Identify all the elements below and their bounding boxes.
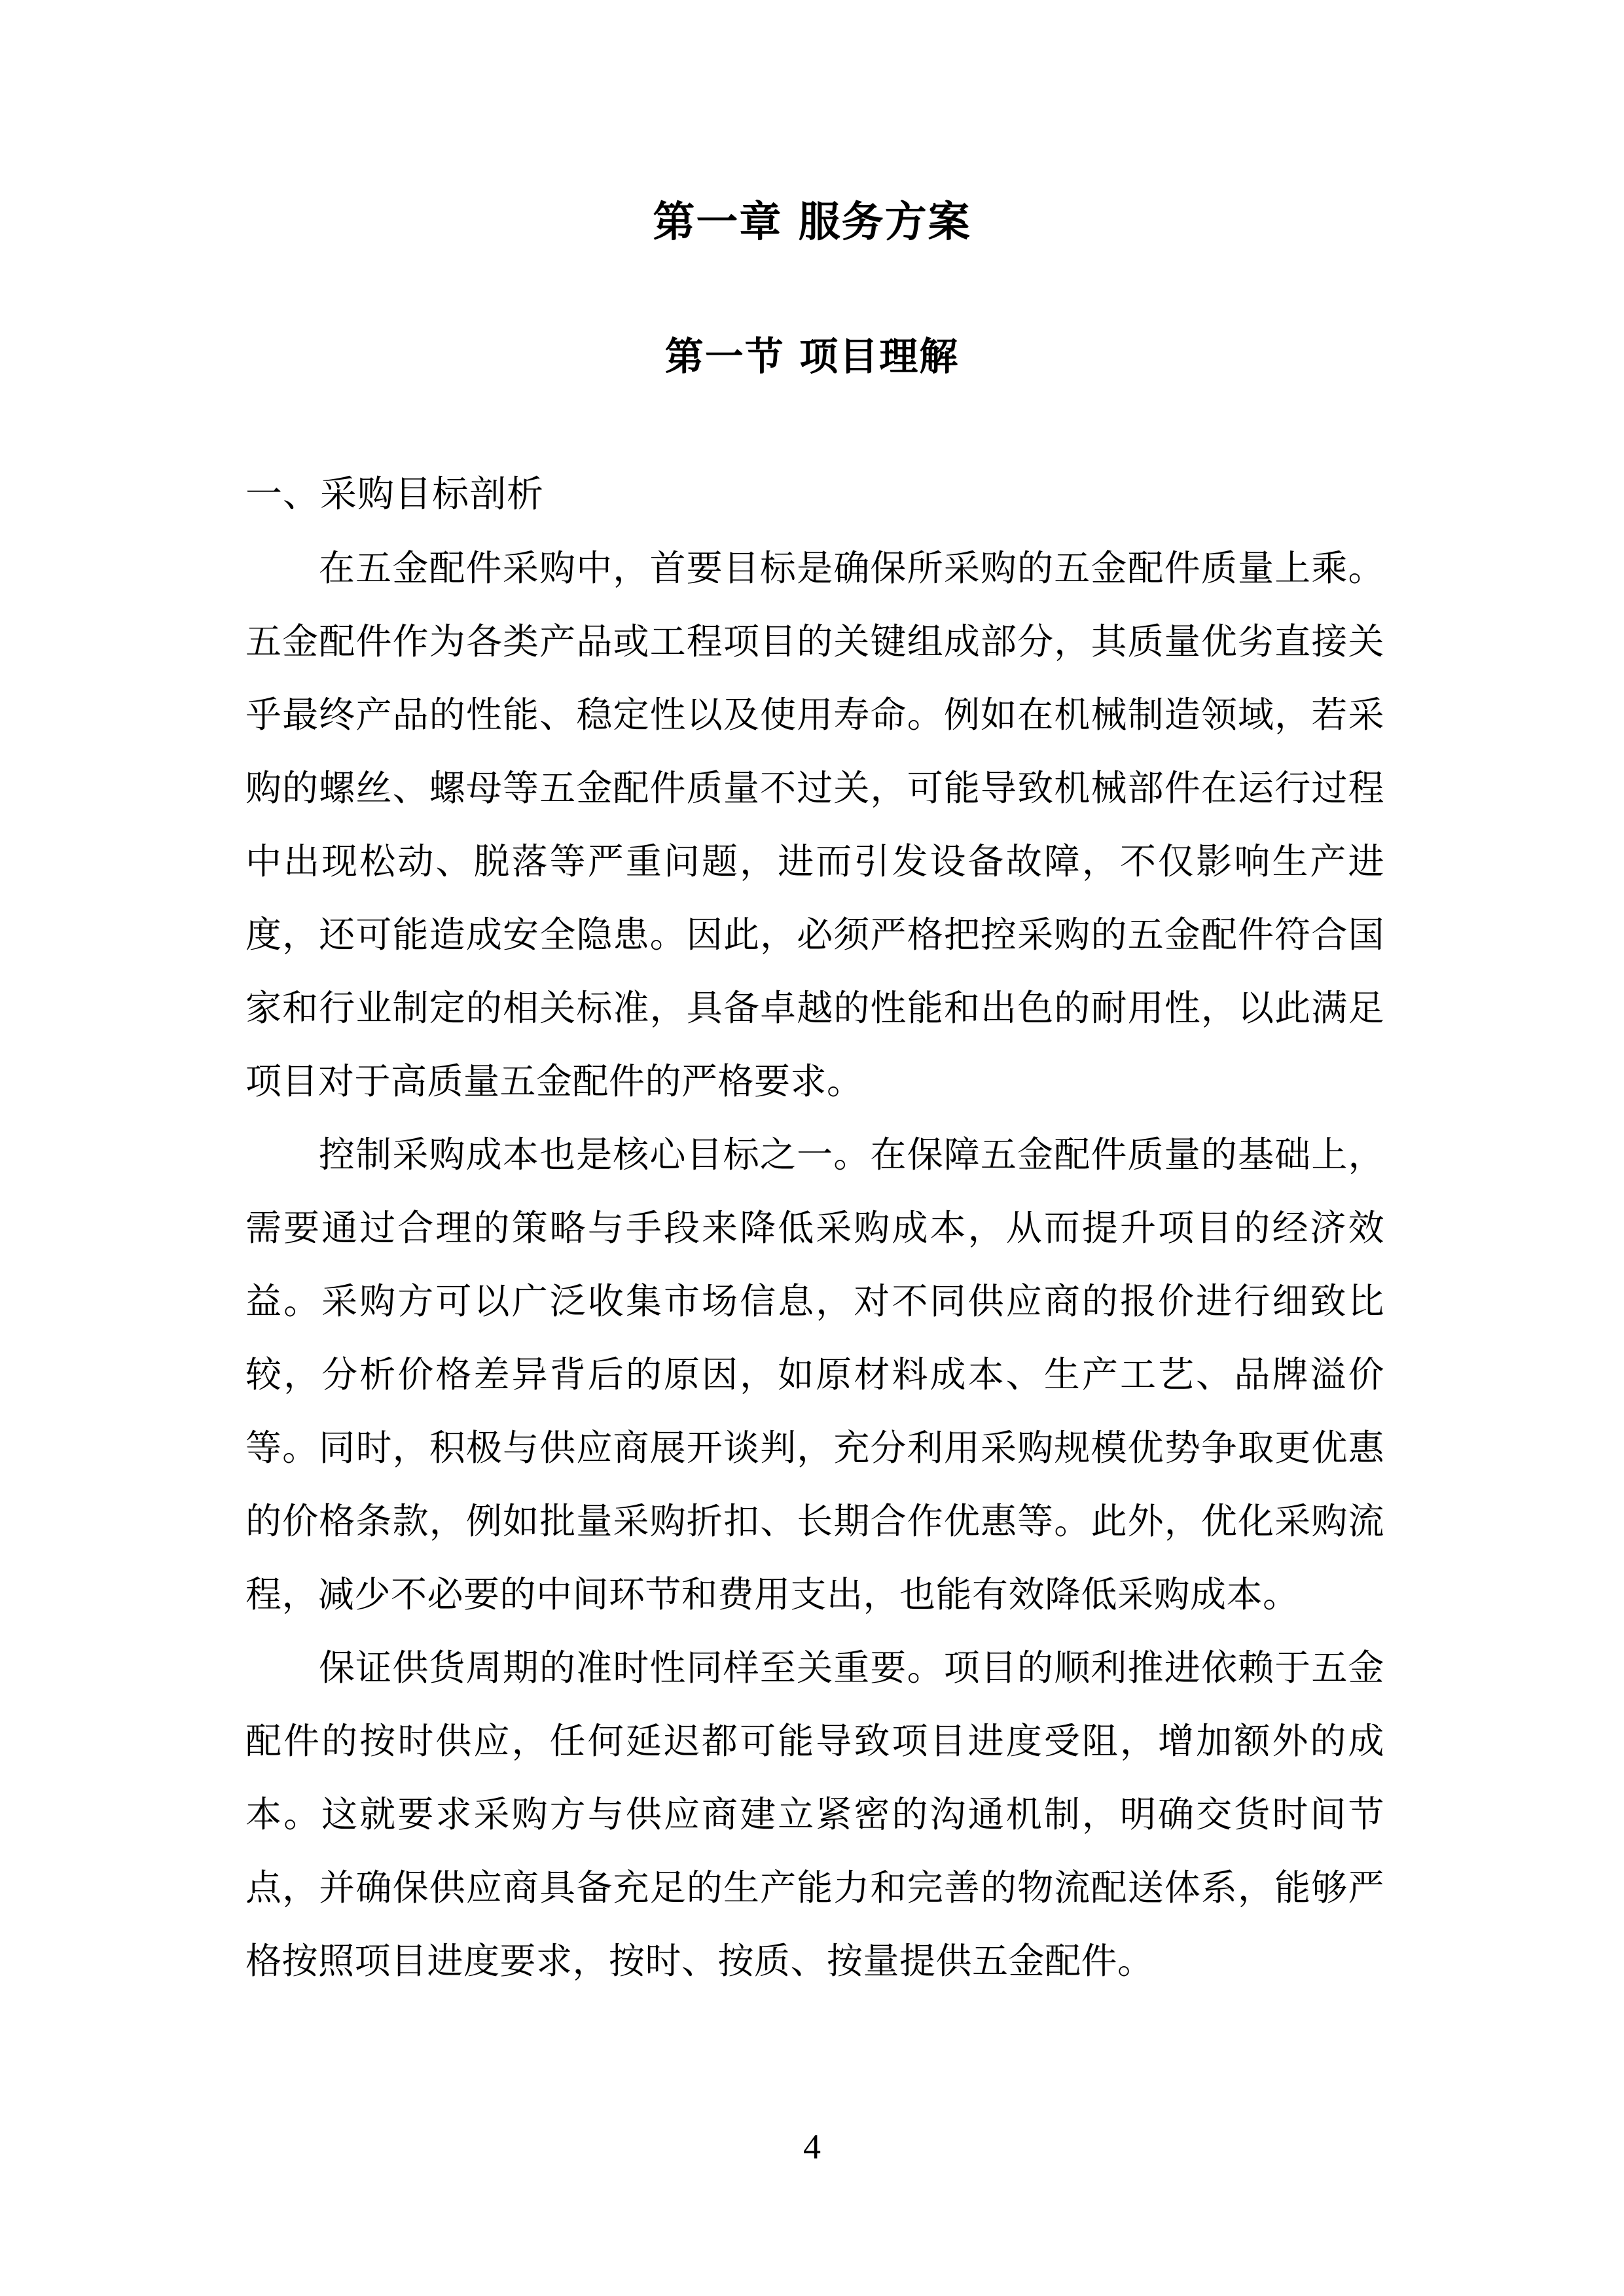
paragraph-cost: 控制采购成本也是核心目标之一。在保障五金配件质量的基础上，需要通过合理的策略与手段来降低采购成本，从而提升项目的经济效益。采购方可以广泛收集市场信息，对不同供应商的报价进行细致比较，分析价格差异背后的原因，如原材料成本、生产工艺、品牌溢价等。同时，积极与供应商展开谈判，充分利用采购规模优势争取更优惠的价格条款，例如批量采购折扣、长期合作优惠等。此外，优化采购流程，减少不必要的中间环节和费用支出，也能有效降低采购成本。 (245, 1134, 1384, 1615)
paragraph-quality: 在五金配件采购中，首要目标是确保所采购的五金配件质量上乘。五金配件作为各类产品或工程项目的关键组成部分，其质量优劣直接关乎最终产品的性能、稳定性以及使用寿命。例如在机械制造领域，若采购的螺丝、螺母等五金配件质量不过关，可能导致机械部件在运行过程中出现松动、脱落等严重问题，进而引发设备故障，不仅影响生产进度，还可能造成安全隐患。因此，必须严格把控采购的五金配件符合国家和行业制定的相关标准，具备卓越的性能和出色的耐用性，以此满足项目对于高质量五金配件的严格要求。 (245, 547, 1384, 1102)
page-number: 4 (803, 2127, 821, 2166)
body-text (245, 458, 1384, 1998)
subheading: 一、采购目标剖析 (245, 473, 544, 516)
paragraph-delivery: 保证供货周期的准时性同样至关重要。项目的顺利推进依赖于五金配件的按时供应，任何延迟都可能导致项目进度受阻，增加额外的成本。这就要求采购方与供应商建立紧密的沟通机制，明确交货时间节点，并确保供应商具备充足的生产能力和完善的物流配送体系，能够严格按照项目进度要求，按时、按质、按量提供五金配件。 (245, 1647, 1384, 1982)
chapter-title: 第一章 服务方案 (653, 198, 971, 247)
section-title: 第一节 项目理解 (664, 334, 960, 379)
